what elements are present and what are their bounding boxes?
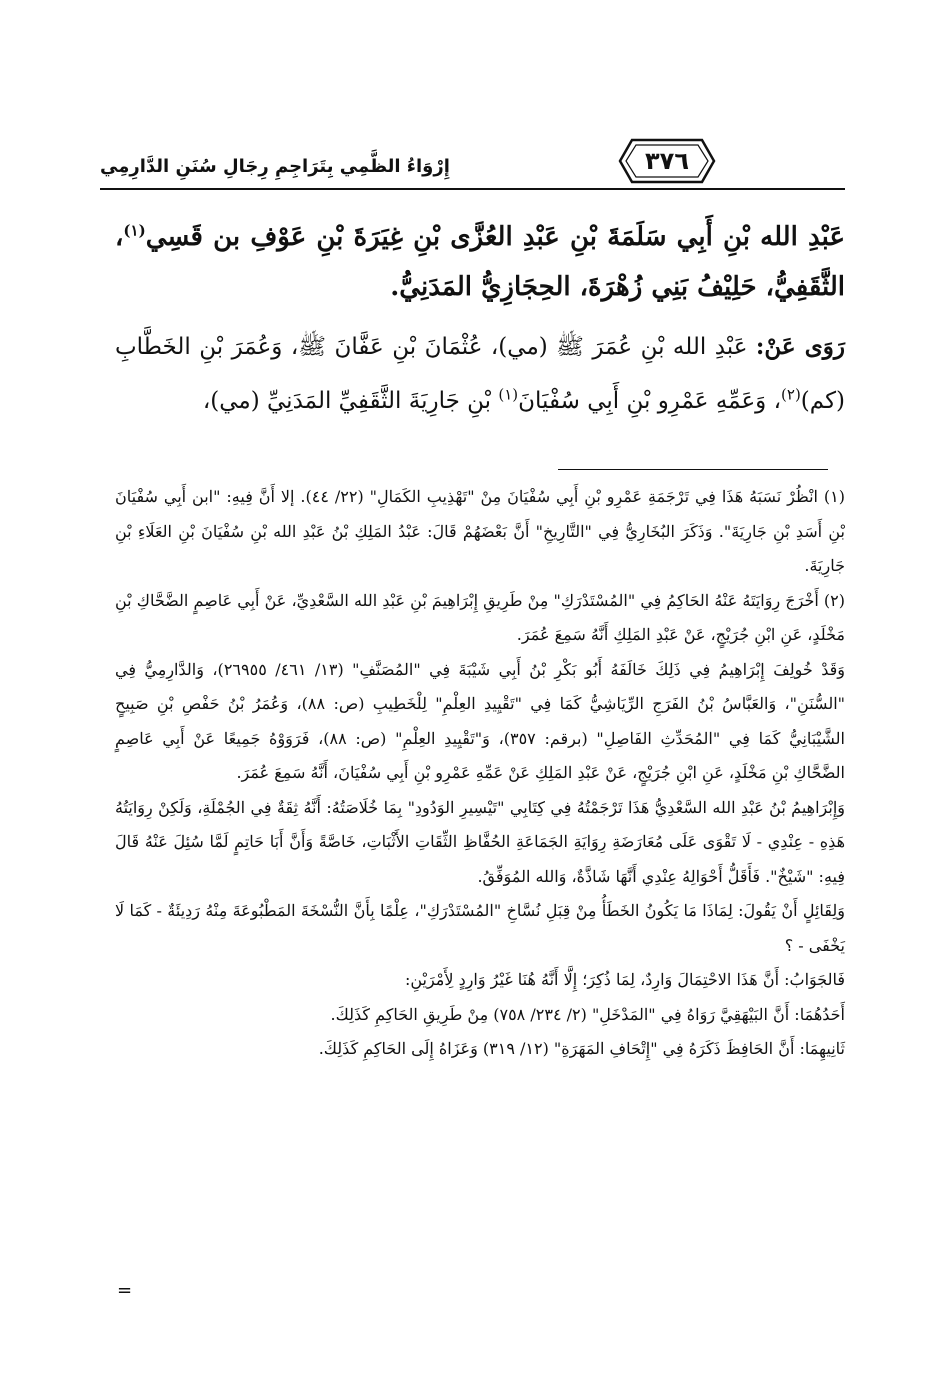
footnote-2-para-3: وَإِبْرَاهِيمُ بْنُ عَبْدِ الله السَّعْدِيُّ هَذَا تَرْجَمْتُهُ فِي كِتَابِي "تَيْسِيرِ الوَدُودِ" بِمَا خُلَاصَتُهُ: أَنَّهُ ثِقَةٌ فِي الجُمْلَةِ، وَلَكِنْ رِوَايَتُهُ هَذِهِ - عِنْدِي - لَا تَقْوَى عَلَى مُعَارَضَةِ رِوَايَةِ الجَمَاعَةِ الحُفَّاظِ الثِّقَاتِ الأَثْبَاتِ، خَاصَّةً وَأَنَّ أَبَا حَاتِمٍ لَمَّا سُئِلَ عَنْهُ قَالَ فِيهِ: "شَيْخٌ". فَأَقَلُّ أَحْوَالِهُ عِنْدِي أَنَّهَا شَاذَّةٌ، وَالله المُوَفِّقُ. xyxy=(115,797,845,886)
footnote-1: (١) انْظُرْ نَسَبَهُ هَذَا فِي تَرْجَمَةِ عَمْرِو بْنِ أَبِي سُفْيَانَ مِنْ "تَهْذِيبِ الكَمَالِ" (٢٢/ ٤٤). إلا أَنَّ فِيهِ: "ابن أَبِي سُفْيَانَ بْنِ أَسَدِ بْنِ جَارِيَةَ". وَذَكَرَ البُخَارِيُّ فِي "التَّارِيخِ" أَنَّ بَعْضَهُمْ قَالَ: عَبْدُ المَلِكِ بْنُ عَبْدِ الله بْنِ سُفْيَانَ بْنِ العَلَاءِ بْنِ جَارِيَةَ. xyxy=(115,487,845,575)
biography-text xyxy=(115,212,845,312)
footnote-2-para-4: وَلِقَائِلٍ أَنْ يَقُولَ: لِمَاذَا مَا يَكُونُ الخَطَأُ مِنْ قِبَلِ نُسَّاخِ "المُسْتَدْرَكِ"، عِلْمًا بِأَنَّ النُّسْخَةَ المَطْبُوعَةَ مِنْهُ رَدِيئَةٌ - كَمَا لَا يَخْفَى - ؟ xyxy=(115,901,846,955)
continuation-mark: = xyxy=(117,1280,133,1301)
narration-section xyxy=(115,320,845,428)
footnote-ref-2: (٢) xyxy=(781,385,801,404)
footnote-2-para-2: وَقَدْ خُولِفَ إِبْرَاهِيمُ فِي ذَلِكَ خَالَفَهُ أَبُو بَكْرِ بْنُ أَبِي شَيْبَةَ فِي "المُصَنَّفِ" (١٣/ ٤٦١/ ٢٦٩٥٥)، وَالدَّارِمِيُّ فِي "السُّنَنِ"، وَالعَبَّاسُ بْنُ الفَرَجِ الرِّيَاشِيُّ كَمَا فِي "تَقْيِيدِ العِلْمِ" لِلْخَطِيبِ (ص: ٨٨)، وَعُمَرُ بْنُ حَفْصِ بْنِ صَبِيحٍ الشَّيْبَانِيُّ كَمَا فِي "المُحَدِّثِ الفَاصِلِ" (برقم: ٣٥٧)، وَ"تَقْيِيدِ العِلْمِ" (ص: ٨٨)، فَرَوَوْهُ جَمِيعًا عَنْ أَبِي عَاصِمٍ الضَّحَّاكِ بْنِ مَخْلَدٍ، عَنِ ابْنِ جُرَيْجٍ، عَنْ عَبْدِ المَلِكِ عَنْ عَمِّهِ عَمْرِو بْنِ أَبِي سُفْيَانَ، أَنَّهُ سَمِعَ عُمَرَ. xyxy=(115,659,846,782)
running-title: إِرْوَاءُ الظَّمِي بِتَرَاجِمِ رِجَالِ سُنَنِ الدَّارِمِي xyxy=(100,156,450,177)
footnote-2-para-6: أَحَدُهُمَا: أَنَّ البَيْهَقِيَّ رَوَاهُ فِي "المَدْخَلِ" (٢/ ٢٣٤/ ٧٥٨) مِنْ طَرِيقِ الحَاكِمِ كَذَلِكَ. xyxy=(330,1004,845,1024)
narration-part-1: عَبْدِ الله بْنِ عُمَرَ ﷺ (مي)، عُثْمَانَ بْنِ عَفَّانَ ﷺ، وَعُمَرَ بْنِ الخَطَّابِ (كم) xyxy=(115,334,845,414)
biography-name: عَبْدِ الله بْنِ أَبِي سَلَمَةَ بْنِ عَبْدِ العُزَّى بْنِ غِيَرَةَ بْنِ عَوْفِ بن قَسِي xyxy=(145,222,845,252)
narration-part-3: بْنِ جَارِيَةَ الثَّقَفِيِّ المَدَنِيِّ (مي)، xyxy=(202,388,499,414)
page-number: ٣٧٦ xyxy=(645,147,689,175)
narration-part-2: ، وَعَمِّهِ عَمْرِو بْنِ أَبِي سُفْيَانَ xyxy=(518,388,782,414)
footnotes xyxy=(115,480,845,1067)
narration-text xyxy=(115,320,845,428)
header-rule xyxy=(100,188,845,190)
page-number-badge xyxy=(612,136,722,186)
footnote-ref-1: (١) xyxy=(123,221,146,240)
page-header xyxy=(100,134,845,196)
footnote-2: (٢) أَخْرَجَ رِوَايَتَهُ عَنْهُ الحَاكِمُ فِي "المُسْتَدْرَكِ" مِنْ طَرِيقِ إِبْرَاهِيمَ بْنِ عَبْدِ الله السَّعْدِيِّ، عَنْ أَبِي عَاصِمٍ الضَّحَّاكِ بْنِ مَخْلَدٍ، عَنِ ابْنِ جُرَيْجٍ، عَنْ عَبْدِ المَلِكِ أَنَّهُ سَمِعَ عُمَرَ. xyxy=(115,590,845,644)
biography-heading xyxy=(115,212,845,312)
footnote-ref-1b: (١) xyxy=(498,385,519,404)
narration-lead: رَوَى عَنْ: xyxy=(755,333,845,360)
footnote-separator xyxy=(558,469,828,470)
footnote-2-para-7: ثَانِيهِمَا: أَنَّ الحَافِظَ ذَكَرَهُ فِي "إِتْحَافِ المَهَرَةِ" (١٢/ ٣١٩) وَعَزَاهُ إِلَى الحَاكِمِ كَذَلِكَ. xyxy=(318,1039,845,1058)
biography-descriptors: ، الثَّقَفِيُّ، حَلِيْفُ بَنِي زُهْرَةَ، الحِجَازِيُّ المَدَنِيُّ. xyxy=(115,222,845,302)
footnote-2-para-5: فَالجَوَابُ: أَنَّ هَذَا الاحْتِمَالَ وَارِدٌ، لِمَا ذُكِرَ؛ إِلَّا أَنَّهُ هُنَا غَيْرُ وَارِدٍ لِأَمْرَيْنِ: xyxy=(404,970,845,989)
